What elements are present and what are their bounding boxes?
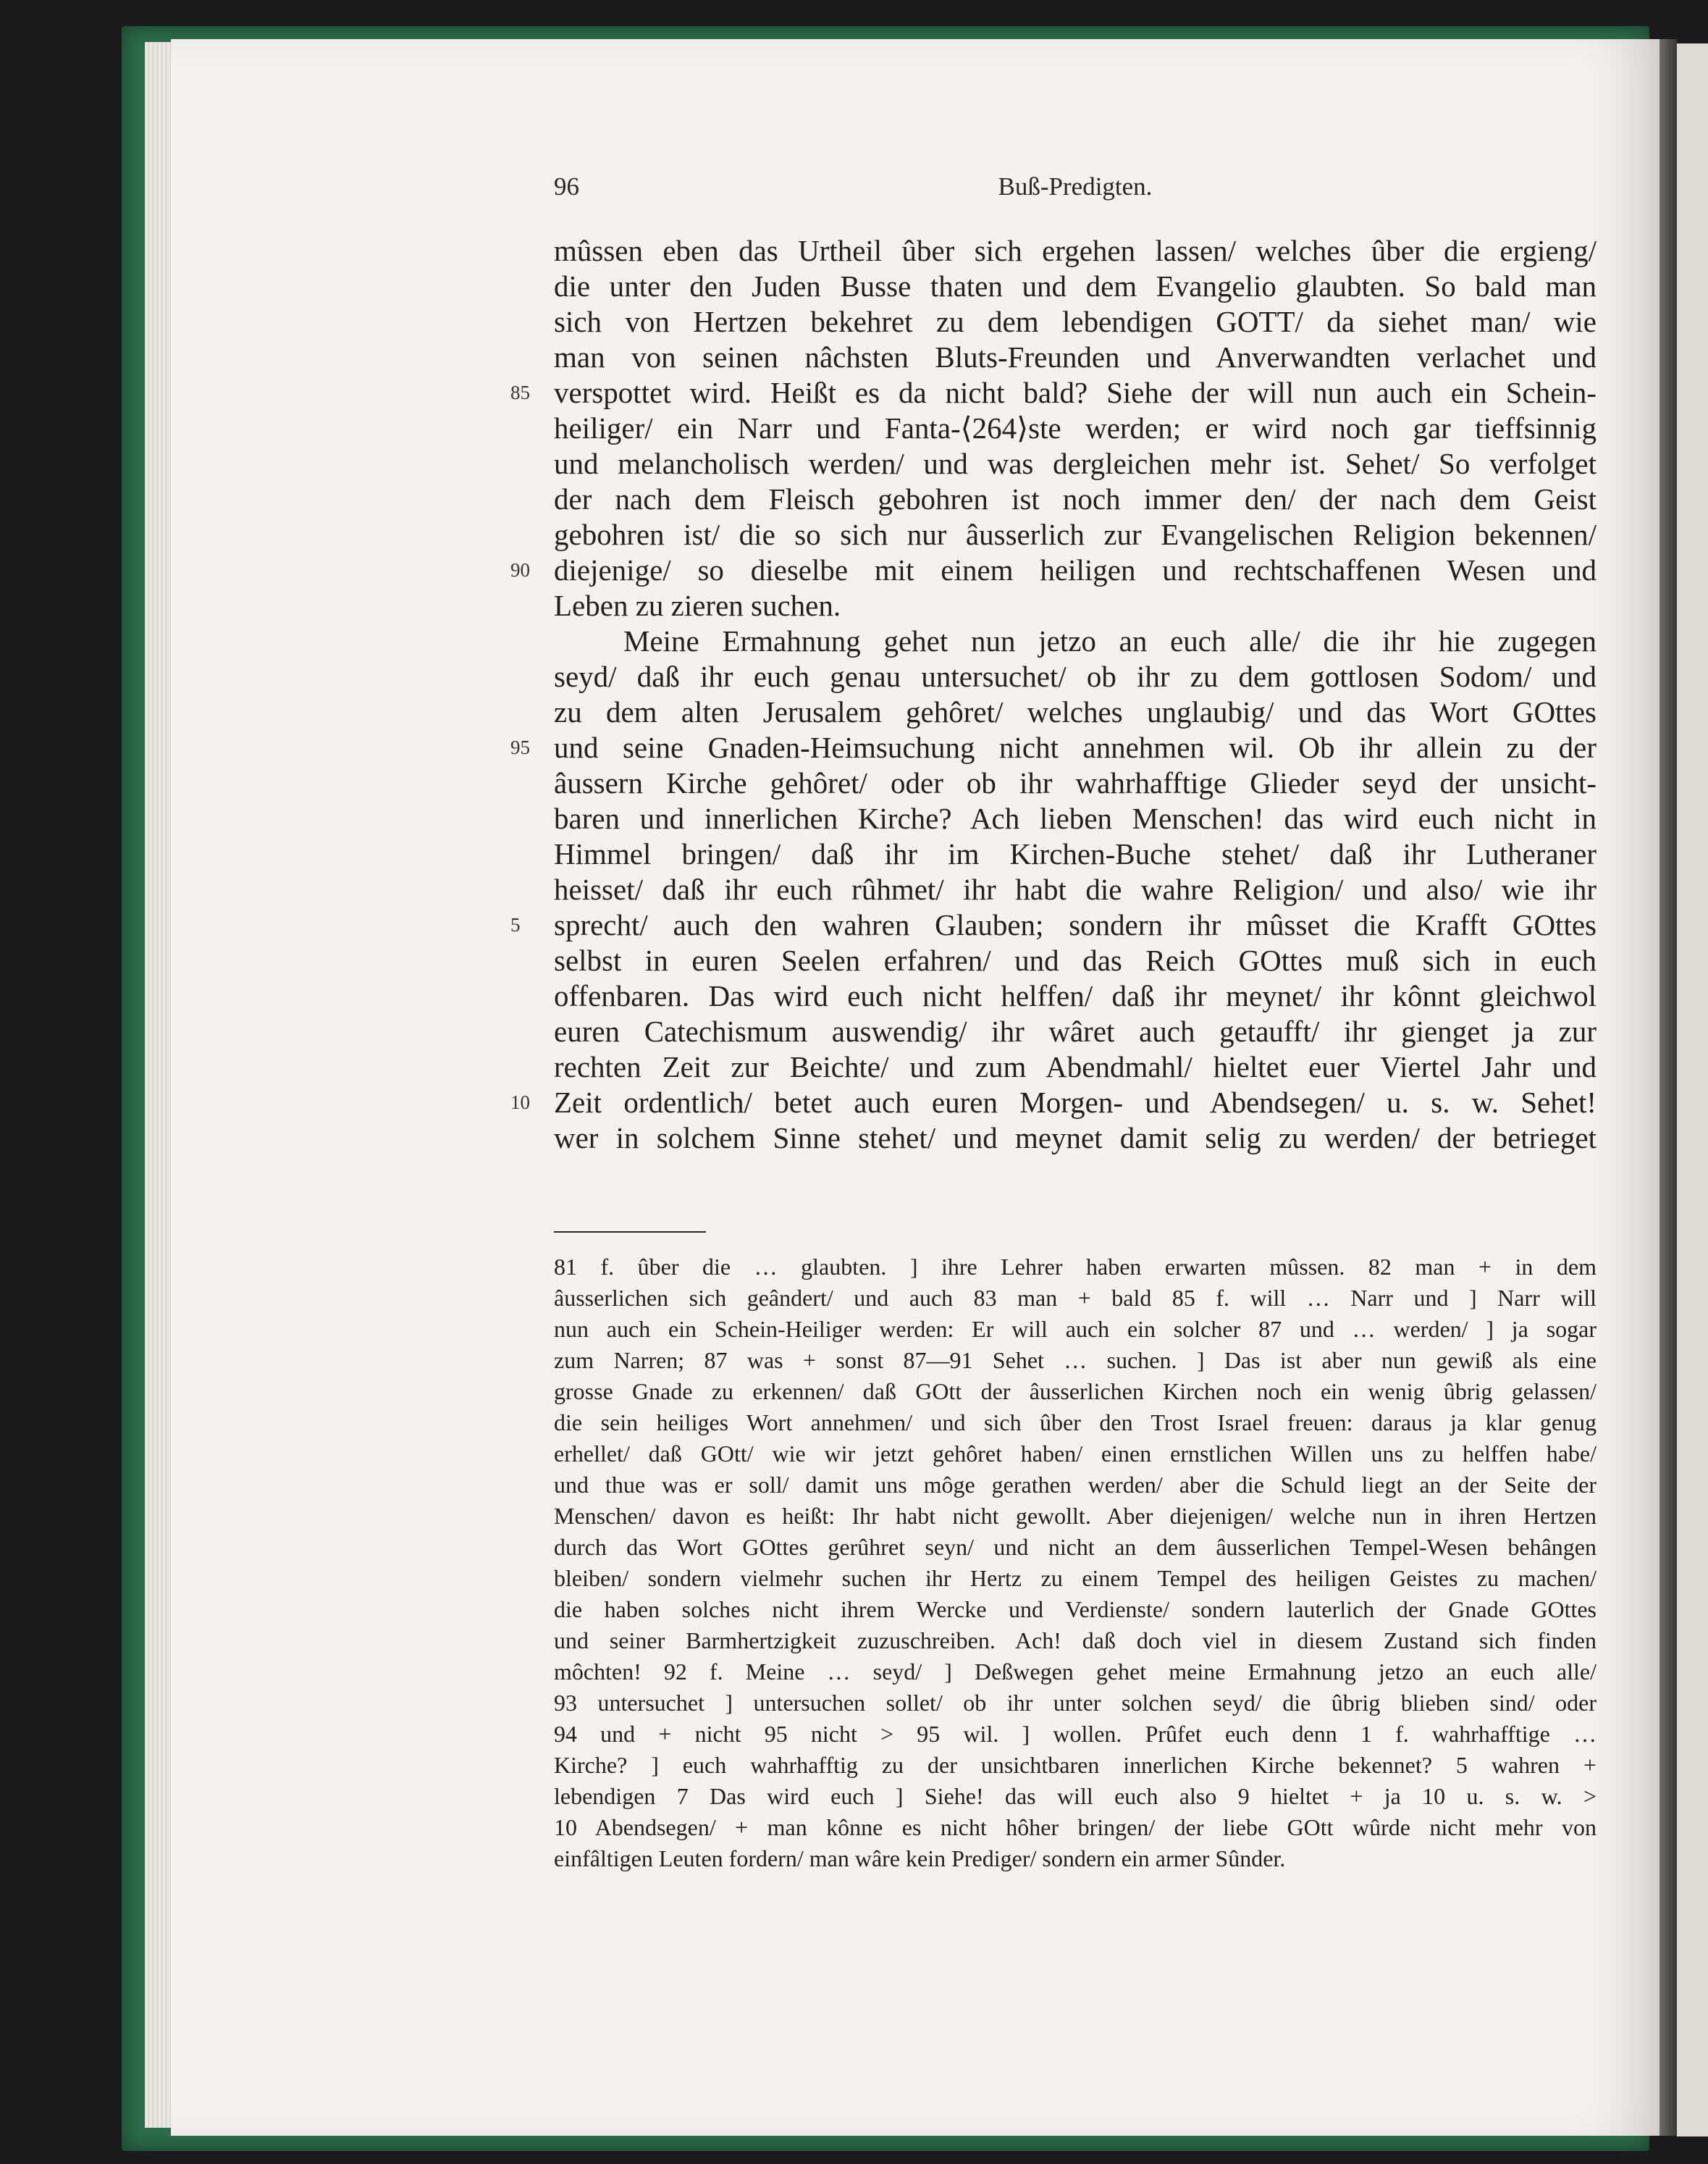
line-number: 90	[510, 559, 530, 581]
text-line	[510, 730, 1596, 766]
text-line	[554, 1014, 1596, 1049]
text-line	[554, 233, 1596, 269]
running-title: Buß-Predigten.	[998, 172, 1153, 201]
text-line	[554, 872, 1596, 907]
apparatus-line: âusserlichen sich geândert/ und auch 83 man + bald 85 f. will … Narr und ] Narr will	[554, 1285, 1596, 1311]
text-line	[554, 695, 1596, 730]
text-line	[554, 446, 1596, 482]
text-line	[554, 766, 1596, 801]
text-line	[554, 836, 1596, 872]
text-line	[554, 482, 1596, 517]
text-line	[510, 907, 1596, 943]
apparatus-line: Kirche? ] euch wahrhafftig zu der unsichtbaren innerlichen Kirche bekennet? 5 wahren +	[554, 1752, 1596, 1778]
apparatus-line: durch das Wort GOttes gerûhret seyn/ und nicht an dem âusserlichen Tempel-Wesen behângen	[554, 1534, 1596, 1560]
text-line	[554, 1049, 1596, 1085]
apparatus-line: Menschen/ davon es heißt: Ihr habt nicht gewollt. Aber diejenigen/ welche nun in ihren Hertzen	[554, 1503, 1596, 1529]
line-text: mûssen eben das Urtheil ûber sich ergehen lassen/ welches ûber die ergieng/	[554, 234, 1596, 267]
text-line	[554, 304, 1596, 340]
line-text: sprecht/ auch den wahren Glauben; sondern ihr mûsset die Krafft GOttes	[554, 908, 1596, 941]
page-number: 96	[554, 172, 579, 201]
line-text: âussern Kirche gehôret/ oder ob ihr wahrhafftige Glieder seyd der unsicht-	[554, 766, 1596, 800]
apparatus-line: grosse Gnade zu erkennen/ daß GOtt der âusserlichen Kirchen noch ein wenig ûbrig gelassen/	[554, 1378, 1596, 1404]
line-text: und seine Gnaden-Heimsuchung nicht annehmen wil. Ob ihr allein zu der	[554, 731, 1596, 764]
line-number: 10	[510, 1091, 530, 1113]
line-text: offenbaren. Das wird euch nicht helffen/ daß ihr meynet/ ihr kônnt gleichwol	[554, 979, 1596, 1012]
facing-page-edge	[1677, 43, 1708, 2136]
book-gutter	[1659, 39, 1677, 2136]
line-text: gebohren ist/ die so sich nur âusserlich zur Evangelischen Religion bekennen/	[554, 518, 1596, 551]
apparatus-line: einfâltigen Leuten fordern/ man wâre kein Prediger/ sondern ein armer Sûnder.	[554, 1845, 1286, 1871]
main-text	[510, 233, 1596, 1156]
line-number: 5	[510, 914, 521, 936]
text-line	[510, 375, 1596, 411]
footnote-rule	[554, 1231, 706, 1233]
apparatus-line: lebendigen 7 Das wird euch ] Siehe! das will euch also 9 hieltet + ja 10 u. s. w. >	[554, 1783, 1596, 1809]
line-number: 95	[510, 737, 530, 758]
line-number: 85	[510, 382, 530, 403]
line-text: man von seinen nâchsten Bluts-Freunden und Anverwandten verlachet und	[554, 340, 1596, 374]
apparatus-line: erhellet/ daß GOtt/ wie wir jetzt gehôret haben/ einen ernstlichen Willen uns zu helffen habe/	[554, 1440, 1596, 1467]
line-text: zu dem alten Jerusalem gehôret/ welches unglaubig/ und das Wort GOttes	[554, 695, 1596, 729]
line-text: verspottet wird. Heißt es da nicht bald? Siehe der will nun auch ein Schein-	[554, 376, 1596, 409]
line-text: und melancholisch werden/ und was dergleichen mehr ist. Sehet/ So verfolget	[554, 447, 1596, 480]
apparatus-line: und seiner Barmhertzigkeit zuzuschreiben. Ach! daß doch viel in diesem Zustand sich finden	[554, 1627, 1596, 1653]
apparatus-line: môchten! 92 f. Meine … seyd/ ] Deßwegen gehet meine Ermahnung jetzo an euch alle/	[554, 1658, 1596, 1685]
text-line	[510, 1085, 1596, 1120]
apparatus-line: die sein heiliges Wort annehmen/ und sich ûber den Trost Israel freuen: daraus ja klar genug	[554, 1409, 1596, 1435]
line-text: euren Catechismum auswendig/ ihr wâret auch getaufft/ ihr gienget ja zur	[554, 1015, 1596, 1048]
apparatus-line: 93 untersuchet ] untersuchen sollet/ ob ihr unter solchen seyd/ die ûbrig blieben sind/ oder	[554, 1690, 1596, 1716]
line-text: Zeit ordentlich/ betet auch euren Morgen- und Abendsegen/ u. s. w. Sehet!	[554, 1086, 1596, 1119]
line-text: sich von Hertzen bekehret zu dem lebendigen GOTT/ da siehet man/ wie	[554, 305, 1596, 338]
line-text: rechten Zeit zur Beichte/ und zum Abendmahl/ hieltet euer Viertel Jahr und	[554, 1050, 1596, 1083]
apparatus-line: die haben solches nicht ihrem Wercke und Verdienste/ sondern lauterlich der Gnade GOttes	[554, 1596, 1596, 1622]
critical-apparatus	[554, 1251, 1596, 1874]
text-line	[510, 553, 1596, 588]
text-line	[554, 943, 1596, 978]
text-line	[554, 659, 1596, 695]
text-line	[554, 517, 1596, 553]
line-text: Meine Ermahnung gehet nun jetzo an euch alle/ die ihr hie zugegen	[623, 624, 1596, 658]
line-text: heisset/ daß ihr euch rûhmet/ ihr habt die wahre Religion/ und also/ wie ihr	[554, 873, 1596, 906]
apparatus-line: nun auch ein Schein-Heiliger werden: Er will auch ein solcher 87 und … werden/ ] ja sogar	[554, 1316, 1596, 1342]
line-text: wer in solchem Sinne stehet/ und meynet damit selig zu werden/ der betrieget	[554, 1121, 1596, 1154]
text-line	[554, 801, 1596, 836]
text-line	[554, 978, 1596, 1014]
text-line	[554, 1120, 1596, 1156]
line-text: heiliger/ ein Narr und Fanta-⟨264⟩ste werden; er wird noch gar tieffsinnig	[554, 411, 1596, 445]
line-text: diejenige/ so dieselbe mit einem heiligen und rechtschaffenen Wesen und	[554, 553, 1596, 587]
text-line	[554, 269, 1596, 304]
apparatus-line: zum Narren; 87 was + sonst 87—91 Sehet … suchen. ] Das ist aber nun gewiß als eine	[554, 1347, 1596, 1373]
line-text: Himmel bringen/ daß ihr im Kirchen-Buche stehet/ daß ihr Lutheraner	[554, 837, 1596, 871]
line-text: die unter den Juden Busse thaten und dem Evangelio glaubten. So bald man	[554, 269, 1596, 303]
text-line	[554, 624, 1596, 659]
running-head	[554, 172, 1596, 209]
line-text: seyd/ daß ihr euch genau untersuchet/ ob ihr zu dem gottlosen Sodom/ und	[554, 660, 1596, 693]
line-text: Leben zu zieren suchen.	[554, 589, 841, 622]
line-text: baren und innerlichen Kirche? Ach lieben Menschen! das wird euch nicht in	[554, 802, 1596, 835]
apparatus-line: 94 und + nicht 95 nicht > 95 wil. ] wollen. Prûfet euch denn 1 f. wahrhafftige …	[554, 1721, 1596, 1747]
text-line	[554, 340, 1596, 375]
apparatus-line: 81 f. ûber die … glaubten. ] ihre Lehrer haben erwarten mûssen. 82 man + in dem	[554, 1254, 1596, 1280]
text-line	[554, 588, 1596, 624]
line-text: der nach dem Fleisch gebohren ist noch immer den/ der nach dem Geist	[554, 482, 1596, 516]
apparatus-line: und thue was er soll/ damit uns môge gerathen werden/ aber die Schuld liegt an der Seite der	[554, 1472, 1596, 1498]
line-text: selbst in euren Seelen erfahren/ und das Reich GOttes muß sich in euch	[554, 944, 1596, 977]
text-line	[554, 411, 1596, 446]
apparatus-line: 10 Abendsegen/ + man kônne es nicht hôher bringen/ der liebe GOtt wûrde nicht mehr von	[554, 1814, 1596, 1840]
apparatus-line: bleiben/ sondern vielmehr suchen ihr Hertz zu einem Tempel des heiligen Geistes zu machen/	[554, 1565, 1596, 1591]
